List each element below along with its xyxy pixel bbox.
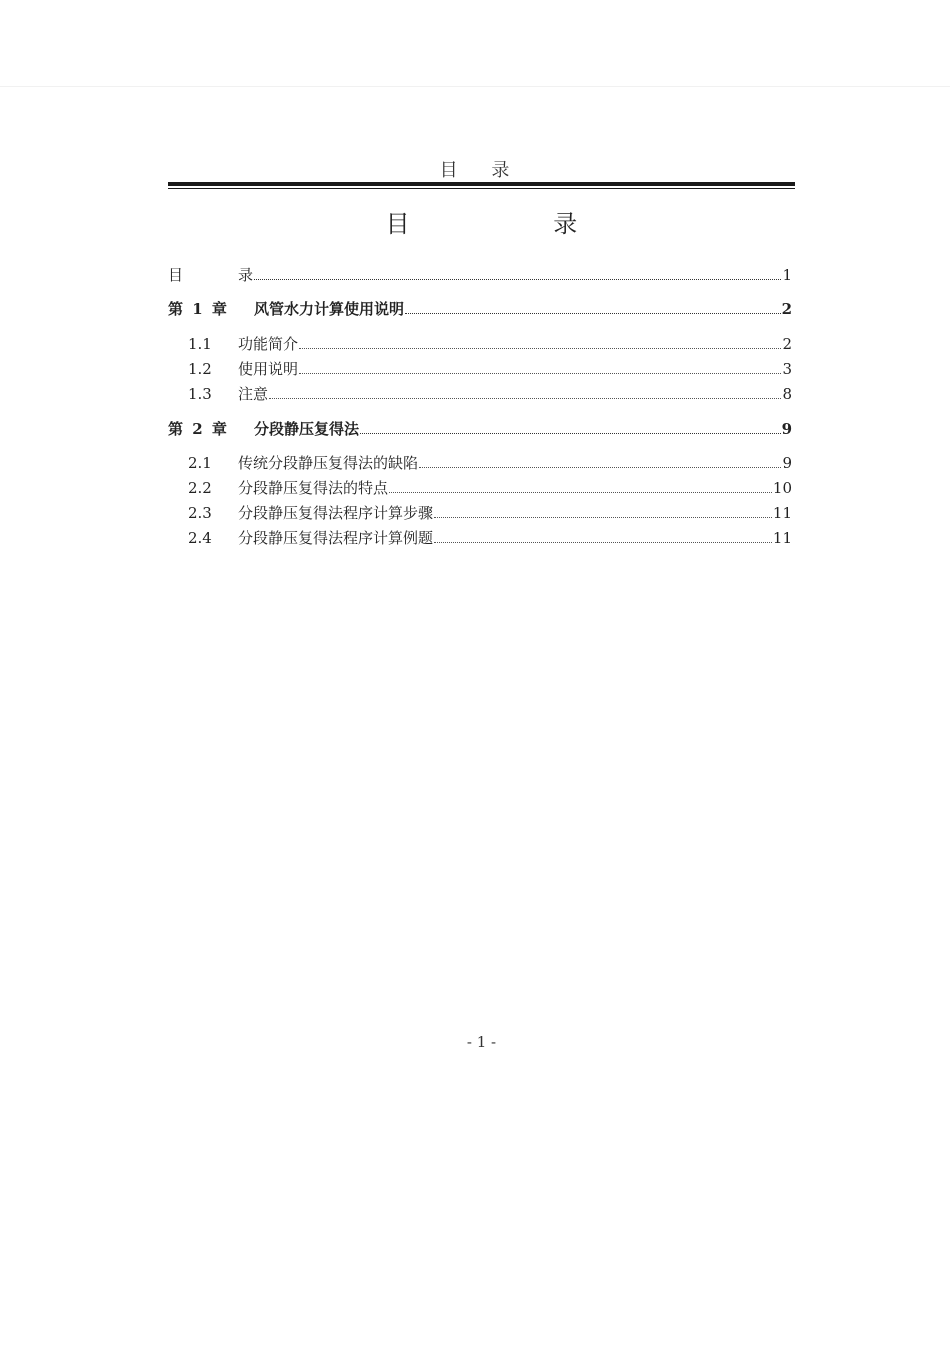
toc-entry-page: 2 [782,335,792,353]
toc-entry-label: 分段静压复得法的特点 [238,479,389,497]
toc-entry-number: 1.2 [188,360,212,378]
toc-entry-number: 1.3 [188,385,212,403]
toc-entry-page: 9 [781,420,792,438]
toc-entry-page: 11 [772,504,792,522]
toc-entry-section-1-3[interactable] [168,384,792,404]
running-header: 目 录 [439,160,524,181]
page-number: - 1 - [466,1033,497,1051]
toc-entry-number: 目 [168,266,184,284]
toc-entry-chapter-1[interactable] [168,299,792,319]
toc-leader-dots [405,312,781,314]
toc-entry-chapter-2[interactable] [168,419,792,439]
toc-entry-number: 1.1 [188,335,212,353]
page-top-edge [0,86,950,87]
toc-entry-section-1-2[interactable] [168,359,792,379]
toc-leader-dots [419,466,781,468]
toc-entry-number: 第 1 章 [168,300,229,318]
toc-entry-label: 传统分段静压复得法的缺陷 [238,454,419,472]
toc-entry-section-2-2[interactable] [168,478,792,498]
toc-entry-page: 11 [772,529,792,547]
toc-entry-page: 8 [782,385,792,403]
toc-leader-dots [254,278,781,280]
toc-entry-label: 功能简介 [238,335,299,353]
toc-entry-section-2-1[interactable] [168,453,792,473]
toc-entry-page: 1 [782,266,792,284]
toc-entry-number: 第 2 章 [168,420,229,438]
toc-entry-label: 分段静压复得法程序计算步骤 [238,504,434,522]
toc-leader-dots [299,372,781,374]
toc-leader-dots [434,541,772,543]
toc-entry-page: 3 [782,360,792,378]
toc-entry-label: 注意 [238,385,269,403]
toc-entry-number: 2.3 [188,504,212,522]
toc-entry-label: 录 [238,266,254,284]
toc-title: 目 录 [385,210,646,238]
toc-leader-dots [389,491,772,493]
toc-leader-dots [360,432,781,434]
toc-entry-number: 2.4 [188,529,212,547]
toc-entry-contents[interactable] [168,265,792,285]
header-rule-thick [168,182,795,186]
header-rule-thin [168,188,795,189]
toc-leader-dots [269,397,781,399]
toc-entry-section-1-1[interactable] [168,334,792,354]
toc-leader-dots [434,516,772,518]
toc-entry-section-2-3[interactable] [168,503,792,523]
toc-entry-label: 风管水力计算使用说明 [254,300,405,318]
toc-entry-number: 2.1 [188,454,212,472]
toc-entry-label: 分段静压复得法 [254,420,360,438]
toc-leader-dots [299,347,781,349]
toc-entry-label: 分段静压复得法程序计算例题 [238,529,434,547]
toc-entry-page: 10 [772,479,792,497]
toc-entry-label: 使用说明 [238,360,299,378]
toc-entry-number: 2.2 [188,479,212,497]
toc-entry-page: 9 [782,454,792,472]
toc-entry-section-2-4[interactable] [168,528,792,548]
toc-entry-page: 2 [781,300,792,318]
